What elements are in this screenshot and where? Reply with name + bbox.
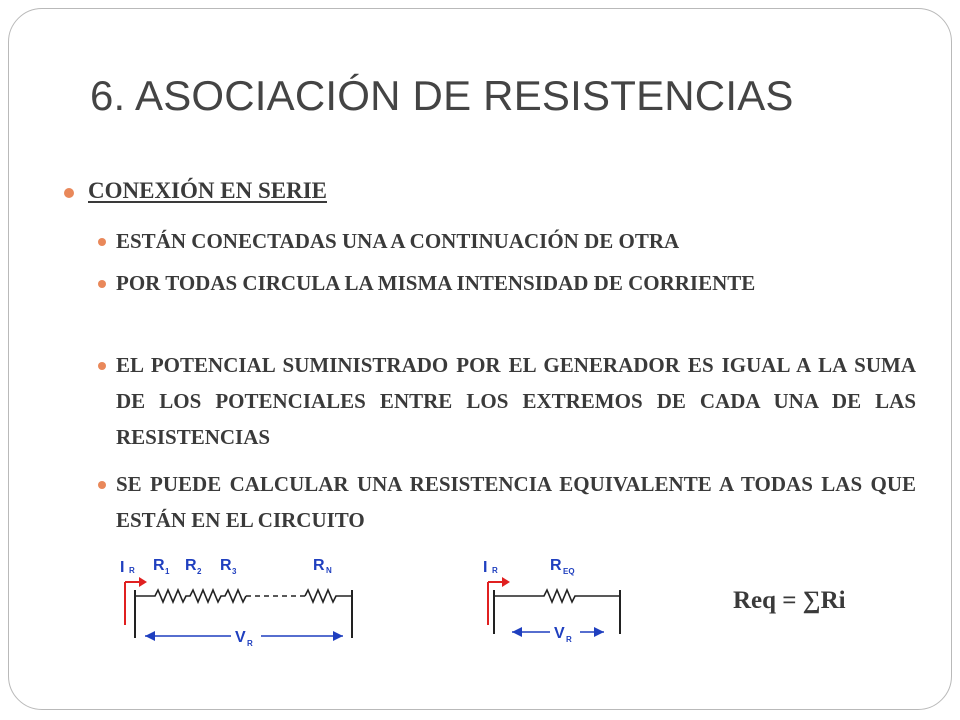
r3-subscript: 3: [232, 567, 237, 576]
equivalent-resistance-formula: Req = ∑Ri: [733, 587, 846, 614]
bullet-item: ESTÁN CONECTADAS UNA A CONTINUACIÓN DE OTRA: [116, 229, 680, 253]
r2-subscript: 2: [197, 567, 202, 576]
rn-subscript: N: [326, 566, 332, 575]
sub-bullet-marker: [98, 238, 106, 246]
sub-bullet-marker: [98, 481, 106, 489]
current-subscript: R: [129, 566, 135, 575]
r3-label: R: [220, 557, 232, 574]
current-label: I: [483, 559, 488, 576]
current-label: I: [120, 559, 125, 576]
series-circuit-diagram: [115, 550, 365, 650]
current-subscript: R: [492, 566, 498, 575]
sub-bullet-marker: [98, 280, 106, 288]
voltage-label: V: [554, 625, 565, 642]
sub-bullet-marker: [98, 362, 106, 370]
req-subscript: EQ: [563, 567, 575, 576]
bullet-item: SE PUEDE CALCULAR UNA RESISTENCIA EQUIVALENTE A TODAS LAS QUE ESTÁN EN EL CIRCUITO: [116, 472, 916, 532]
r1-label: R: [153, 557, 165, 574]
section-heading: CONEXIÓN EN SERIE: [88, 178, 327, 203]
r2-label: R: [185, 557, 197, 574]
r1-subscript: 1: [165, 567, 170, 576]
slide-title: 6. ASOCIACIÓN DE RESISTENCIAS: [90, 72, 794, 119]
req-label: R: [550, 557, 562, 574]
bullet-item: POR TODAS CIRCULA LA MISMA INTENSIDAD DE CORRIENTE: [116, 271, 756, 295]
voltage-subscript: R: [566, 635, 572, 644]
voltage-label: V: [235, 629, 246, 646]
bullet-marker: [64, 188, 74, 198]
bullet-item: EL POTENCIAL SUMINISTRADO POR EL GENERADOR ES IGUAL A LA SUMA DE LOS POTENCIALES ENTRE LOS EXTREMOS DE CADA UNA DE LAS RESISTENCIAS: [116, 353, 916, 449]
equivalent-circuit-diagram: [478, 550, 638, 650]
rn-label: R: [313, 557, 325, 574]
voltage-subscript: R: [247, 639, 253, 648]
